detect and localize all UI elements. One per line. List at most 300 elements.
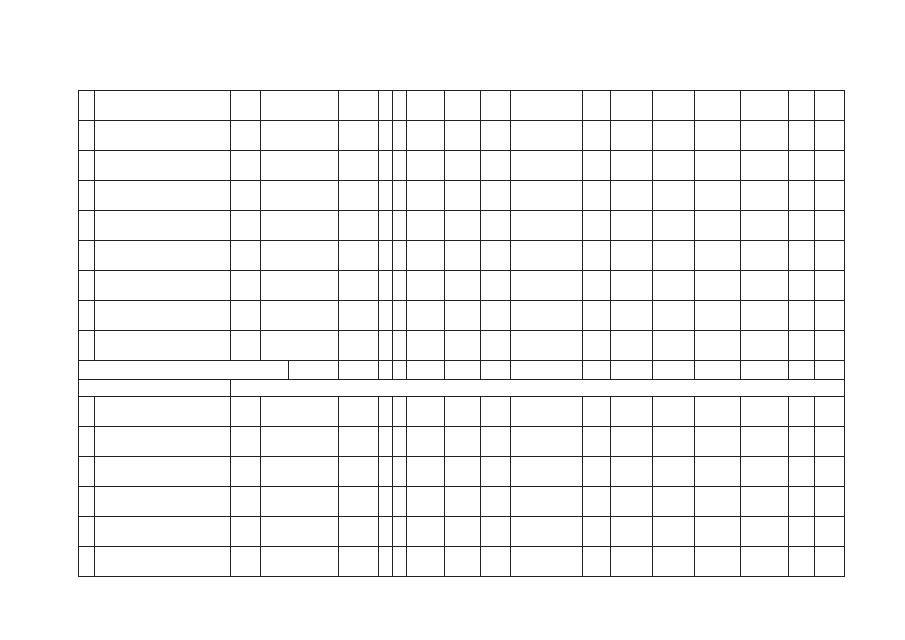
table-cell: [815, 151, 845, 181]
table-cell: [653, 301, 695, 331]
table-cell: [79, 361, 289, 380]
table-cell: [393, 181, 407, 211]
table-cell: [583, 301, 611, 331]
table-cell: [379, 331, 393, 361]
table-cell: [95, 271, 231, 301]
table-row: [79, 301, 845, 331]
table-cell: [815, 517, 845, 547]
table-cell: [407, 457, 445, 487]
table-cell: [511, 121, 583, 151]
table-cell: [611, 91, 653, 121]
table-cell: [583, 457, 611, 487]
table-cell: [79, 151, 95, 181]
table-cell: [407, 271, 445, 301]
table-cell: [741, 487, 789, 517]
table-cell: [815, 457, 845, 487]
table-cell: [789, 181, 815, 211]
table-cell: [231, 331, 261, 361]
table-cell: [481, 487, 511, 517]
table-cell: [231, 380, 845, 397]
table-cell: [393, 427, 407, 457]
table-cell: [393, 457, 407, 487]
table-cell: [511, 361, 583, 380]
table-cell: [261, 457, 339, 487]
table-cell: [379, 211, 393, 241]
table-cell: [583, 361, 611, 380]
table-cell: [653, 181, 695, 211]
table-cell: [611, 181, 653, 211]
table-row: [79, 487, 845, 517]
table-cell: [393, 271, 407, 301]
table-cell: [741, 427, 789, 457]
table-cell: [231, 397, 261, 427]
table-cell: [653, 427, 695, 457]
table-cell: [79, 457, 95, 487]
table-cell: [695, 517, 741, 547]
table-cell: [653, 547, 695, 577]
table-cell: [407, 361, 445, 380]
table-cell: [789, 361, 815, 380]
table-cell: [741, 241, 789, 271]
table-cell: [445, 151, 481, 181]
table-cell: [231, 547, 261, 577]
table-cell: [653, 517, 695, 547]
table-cell: [339, 121, 379, 151]
table-cell: [481, 361, 511, 380]
table-cell: [695, 547, 741, 577]
table-cell: [481, 271, 511, 301]
table-cell: [261, 271, 339, 301]
table-cell: [583, 487, 611, 517]
table-cell: [339, 427, 379, 457]
table-cell: [445, 271, 481, 301]
table-cell: [261, 211, 339, 241]
table-cell: [445, 331, 481, 361]
table-cell: [481, 397, 511, 427]
table-cell: [231, 241, 261, 271]
table-cell: [481, 241, 511, 271]
table-cell: [653, 331, 695, 361]
table-cell: [583, 181, 611, 211]
table-cell: [393, 91, 407, 121]
table-cell: [339, 331, 379, 361]
table-cell: [231, 91, 261, 121]
table-cell: [95, 211, 231, 241]
table-cell: [231, 517, 261, 547]
table-cell: [445, 241, 481, 271]
table-cell: [611, 361, 653, 380]
table-cell: [583, 121, 611, 151]
table-cell: [95, 517, 231, 547]
table-cell: [583, 91, 611, 121]
table-cell: [261, 487, 339, 517]
table-cell: [511, 211, 583, 241]
table-cell: [653, 457, 695, 487]
table-row: [79, 181, 845, 211]
table-cell: [611, 397, 653, 427]
table-cell: [653, 361, 695, 380]
table-cell: [339, 517, 379, 547]
table-cell: [789, 301, 815, 331]
table-cell: [379, 427, 393, 457]
table-cell: [815, 241, 845, 271]
table-cell: [583, 151, 611, 181]
table-cell: [79, 301, 95, 331]
table-cell: [741, 457, 789, 487]
table-cell: [79, 427, 95, 457]
table-cell: [741, 211, 789, 241]
table-cell: [79, 331, 95, 361]
table-cell: [339, 271, 379, 301]
table-cell: [583, 547, 611, 577]
table-cell: [79, 241, 95, 271]
table-cell: [445, 91, 481, 121]
table-cell: [695, 91, 741, 121]
table-cell: [815, 361, 845, 380]
table-row: [79, 547, 845, 577]
housing-repair-table: [78, 90, 845, 577]
table-cell: [393, 241, 407, 271]
table-cell: [379, 487, 393, 517]
table-cell: [511, 241, 583, 271]
table-cell: [379, 241, 393, 271]
table-row: [79, 427, 845, 457]
table-cell: [653, 91, 695, 121]
table-cell: [407, 331, 445, 361]
table-cell: [789, 547, 815, 577]
table-row: [79, 211, 845, 241]
table-cell: [339, 241, 379, 271]
table-cell: [95, 151, 231, 181]
table-cell: [339, 457, 379, 487]
table-cell: [445, 361, 481, 380]
table-cell: [231, 301, 261, 331]
table-cell: [789, 211, 815, 241]
table-cell: [407, 211, 445, 241]
table-cell: [231, 211, 261, 241]
table-cell: [261, 91, 339, 121]
table-cell: [379, 397, 393, 427]
table-cell: [393, 151, 407, 181]
table-cell: [815, 427, 845, 457]
table-cell: [481, 211, 511, 241]
table-cell: [231, 271, 261, 301]
summary-row: [79, 361, 845, 380]
table-cell: [789, 271, 815, 301]
table-cell: [815, 181, 845, 211]
table-cell: [393, 211, 407, 241]
table-cell: [511, 331, 583, 361]
table-cell: [611, 241, 653, 271]
table-cell: [611, 121, 653, 151]
table-cell: [95, 121, 231, 151]
table-cell: [653, 121, 695, 151]
table-cell: [611, 517, 653, 547]
table-cell: [379, 517, 393, 547]
table-cell: [393, 361, 407, 380]
table-cell: [379, 361, 393, 380]
table-cell: [511, 301, 583, 331]
table-cell: [815, 487, 845, 517]
table-cell: [393, 301, 407, 331]
table-cell: [407, 427, 445, 457]
table-cell: [445, 547, 481, 577]
table-cell: [611, 457, 653, 487]
table-cell: [511, 397, 583, 427]
table-cell: [231, 427, 261, 457]
table-cell: [481, 517, 511, 547]
table-cell: [445, 211, 481, 241]
table-cell: [583, 397, 611, 427]
table-cell: [79, 547, 95, 577]
table-cell: [695, 397, 741, 427]
table-cell: [379, 151, 393, 181]
table-cell: [695, 301, 741, 331]
table-cell: [79, 380, 231, 397]
table-cell: [481, 427, 511, 457]
table-cell: [695, 271, 741, 301]
table-cell: [611, 427, 653, 457]
table-cell: [445, 517, 481, 547]
table-cell: [741, 397, 789, 427]
table-cell: [789, 121, 815, 151]
table-cell: [695, 211, 741, 241]
table-cell: [339, 151, 379, 181]
table-cell: [339, 211, 379, 241]
table-cell: [583, 271, 611, 301]
table-cell: [611, 331, 653, 361]
table-cell: [695, 331, 741, 361]
table-cell: [741, 91, 789, 121]
table-cell: [815, 121, 845, 151]
table-cell: [695, 487, 741, 517]
table-cell: [261, 241, 339, 271]
table-cell: [611, 301, 653, 331]
table-cell: [611, 211, 653, 241]
section-row: [79, 380, 845, 397]
table-cell: [261, 181, 339, 211]
table-cell: [445, 397, 481, 427]
table-cell: [79, 517, 95, 547]
table-cell: [653, 397, 695, 427]
table-cell: [583, 517, 611, 547]
table-cell: [695, 151, 741, 181]
table-row: [79, 241, 845, 271]
table-cell: [653, 271, 695, 301]
table-cell: [481, 91, 511, 121]
table-cell: [815, 397, 845, 427]
table-cell: [393, 517, 407, 547]
table-cell: [611, 271, 653, 301]
table-cell: [79, 211, 95, 241]
table-cell: [339, 361, 379, 380]
table-cell: [815, 271, 845, 301]
table-cell: [583, 241, 611, 271]
table-cell: [511, 547, 583, 577]
table-cell: [611, 547, 653, 577]
table-cell: [95, 181, 231, 211]
table-row: [79, 271, 845, 301]
table-cell: [231, 181, 261, 211]
table-cell: [789, 331, 815, 361]
table-cell: [289, 361, 339, 380]
table-cell: [695, 181, 741, 211]
table-cell: [407, 181, 445, 211]
table-cell: [407, 151, 445, 181]
table-cell: [741, 151, 789, 181]
table-cell: [393, 397, 407, 427]
table-cell: [379, 91, 393, 121]
table-cell: [511, 457, 583, 487]
table-cell: [481, 331, 511, 361]
table-cell: [379, 181, 393, 211]
table-cell: [741, 271, 789, 301]
table-cell: [789, 151, 815, 181]
table-cell: [741, 331, 789, 361]
table-cell: [339, 547, 379, 577]
table-cell: [481, 151, 511, 181]
table-cell: [511, 91, 583, 121]
table-cell: [511, 271, 583, 301]
table-cell: [789, 427, 815, 457]
table-cell: [339, 301, 379, 331]
table-cell: [789, 487, 815, 517]
table-cell: [611, 487, 653, 517]
table-cell: [261, 121, 339, 151]
table-cell: [815, 547, 845, 577]
table-cell: [511, 181, 583, 211]
table-cell: [481, 301, 511, 331]
table-cell: [79, 271, 95, 301]
table-cell: [79, 181, 95, 211]
table-cell: [407, 487, 445, 517]
table-cell: [407, 121, 445, 151]
table-cell: [261, 547, 339, 577]
table-cell: [741, 301, 789, 331]
table-cell: [79, 91, 95, 121]
table-cell: [695, 427, 741, 457]
table-cell: [815, 331, 845, 361]
table-cell: [789, 241, 815, 271]
table-cell: [231, 151, 261, 181]
table-row: [79, 457, 845, 487]
table-cell: [445, 427, 481, 457]
table-cell: [741, 547, 789, 577]
table-cell: [231, 457, 261, 487]
table-cell: [407, 547, 445, 577]
table-cell: [95, 427, 231, 457]
table-cell: [79, 397, 95, 427]
table-cell: [393, 331, 407, 361]
table-cell: [695, 361, 741, 380]
table-cell: [231, 121, 261, 151]
table-cell: [379, 457, 393, 487]
table-cell: [261, 397, 339, 427]
table-cell: [653, 241, 695, 271]
table-cell: [511, 487, 583, 517]
table-cell: [393, 121, 407, 151]
table-cell: [407, 397, 445, 427]
table-cell: [95, 487, 231, 517]
table-cell: [789, 397, 815, 427]
table-cell: [95, 241, 231, 271]
table-row: [79, 121, 845, 151]
table-cell: [481, 547, 511, 577]
table-cell: [611, 151, 653, 181]
table-cell: [393, 487, 407, 517]
table-cell: [407, 301, 445, 331]
table-cell: [445, 301, 481, 331]
table-cell: [79, 121, 95, 151]
table-row: [79, 331, 845, 361]
table-cell: [445, 457, 481, 487]
table-cell: [445, 121, 481, 151]
table-cell: [695, 457, 741, 487]
table-cell: [653, 151, 695, 181]
table-cell: [741, 121, 789, 151]
table-cell: [481, 121, 511, 151]
table-cell: [583, 427, 611, 457]
table-cell: [789, 517, 815, 547]
table-cell: [95, 331, 231, 361]
table-cell: [339, 487, 379, 517]
table-cell: [339, 397, 379, 427]
table-cell: [261, 331, 339, 361]
table-cell: [741, 181, 789, 211]
table-cell: [95, 547, 231, 577]
table-cell: [583, 211, 611, 241]
table-cell: [511, 427, 583, 457]
table-cell: [695, 241, 741, 271]
table-cell: [261, 301, 339, 331]
table-cell: [511, 517, 583, 547]
table-cell: [583, 331, 611, 361]
table-cell: [511, 151, 583, 181]
table-row: [79, 91, 845, 121]
table-cell: [95, 301, 231, 331]
table-cell: [653, 211, 695, 241]
table-cell: [379, 301, 393, 331]
table-cell: [445, 181, 481, 211]
table-cell: [261, 151, 339, 181]
table-cell: [445, 487, 481, 517]
table-cell: [261, 427, 339, 457]
table-cell: [407, 91, 445, 121]
table-cell: [407, 517, 445, 547]
table-cell: [231, 487, 261, 517]
table-cell: [815, 91, 845, 121]
table-cell: [789, 91, 815, 121]
table-cell: [79, 487, 95, 517]
table-cell: [339, 181, 379, 211]
table-cell: [789, 457, 815, 487]
table-cell: [481, 457, 511, 487]
table-cell: [95, 457, 231, 487]
table-row: [79, 517, 845, 547]
table-cell: [379, 121, 393, 151]
table-cell: [653, 487, 695, 517]
table-cell: [393, 547, 407, 577]
table-cell: [481, 181, 511, 211]
table-cell: [379, 547, 393, 577]
table-cell: [741, 517, 789, 547]
table-cell: [741, 361, 789, 380]
table-cell: [379, 271, 393, 301]
table-cell: [95, 91, 231, 121]
table-cell: [815, 301, 845, 331]
table-cell: [407, 241, 445, 271]
table-cell: [261, 517, 339, 547]
